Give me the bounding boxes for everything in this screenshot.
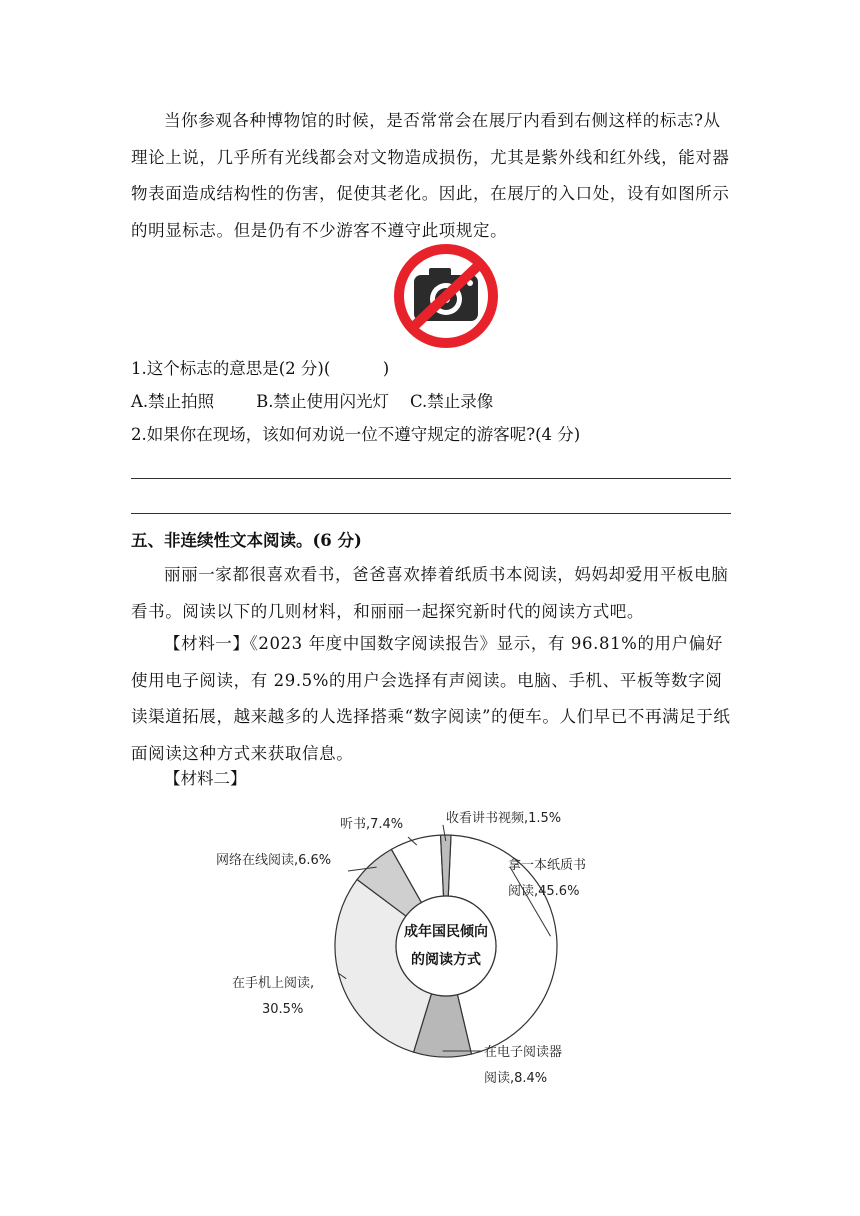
chart-title-line-2: 的阅读方式 — [411, 952, 481, 968]
no-camera-icon — [388, 241, 504, 351]
section-5-title: 五、非连续性文本阅读。(6 分) — [131, 531, 362, 550]
slice-label-1-line-1: 阅读,8.4% — [484, 1071, 548, 1086]
slice-label-4-line-0: 听书,7.4% — [340, 817, 404, 832]
material-1-paragraph: 【材料一】《2023 年度中国数字阅读报告》显示，有 96.81%的用户偏好使用电子阅读，有 29.5%的用户会选择有声阅读。电脑、手机、平板等数字阅读渠道拓展，越来越多的人选择搭乘“数字阅读”的便车。人们早已不再满足于纸面阅读这种方式来获取信息。 — [131, 634, 731, 763]
question-1-options: A.禁止拍照 B.禁止使用闪光灯 C.禁止录像 — [131, 392, 494, 411]
donut-hole — [396, 896, 496, 996]
slice-label-0-line-1: 阅读,45.6% — [508, 884, 580, 899]
camera-top — [429, 268, 451, 278]
question-1: 1.这个标志的意思是(2 分)( ) — [131, 359, 390, 378]
reading-methods-donut-chart — [200, 795, 660, 1095]
intro-paragraph: 丽丽一家都很喜欢看书，爸爸喜欢捧着纸质书本阅读，妈妈却爱用平板电脑看书。阅读以下的几则材料，和丽丽一起探究新时代的阅读方式吧。 — [131, 565, 729, 621]
question-2: 2.如果你在现场，该如何劝说一位不遵守规定的游客呢?(4 分) — [131, 425, 581, 444]
material-2-label: 【材料二】 — [164, 769, 247, 788]
slice-label-2-line-0: 在手机上阅读, — [232, 976, 315, 991]
passage-paragraph: 当你参观各种博物馆的时候，是否常常会在展厅内看到右侧这样的标志?从理论上说，几乎所有光线都会对文物造成损伤，尤其是紫外线和红外线，能对器物表面造成结构性的伤害，促使其老化。因此，在展厅的入口处，设有如图所示的明显标志。但是仍有不少游客不遵守此项规定。 — [131, 111, 730, 240]
chart-title-line-1: 成年国民倾向 — [404, 924, 488, 940]
answer-line-2[interactable] — [131, 513, 731, 514]
slice-label-0-line-0: 拿一本纸质书 — [508, 858, 587, 873]
slice-label-2-line-1: 30.5% — [262, 1002, 304, 1017]
slice-label-3-line-0: 网络在线阅读,6.6% — [216, 853, 332, 868]
slice-label-1-line-0: 在电子阅读器 — [484, 1045, 563, 1060]
slice-label-5-line-0: 收看讲书视频,1.5% — [446, 811, 562, 826]
answer-line-1[interactable] — [131, 478, 731, 479]
